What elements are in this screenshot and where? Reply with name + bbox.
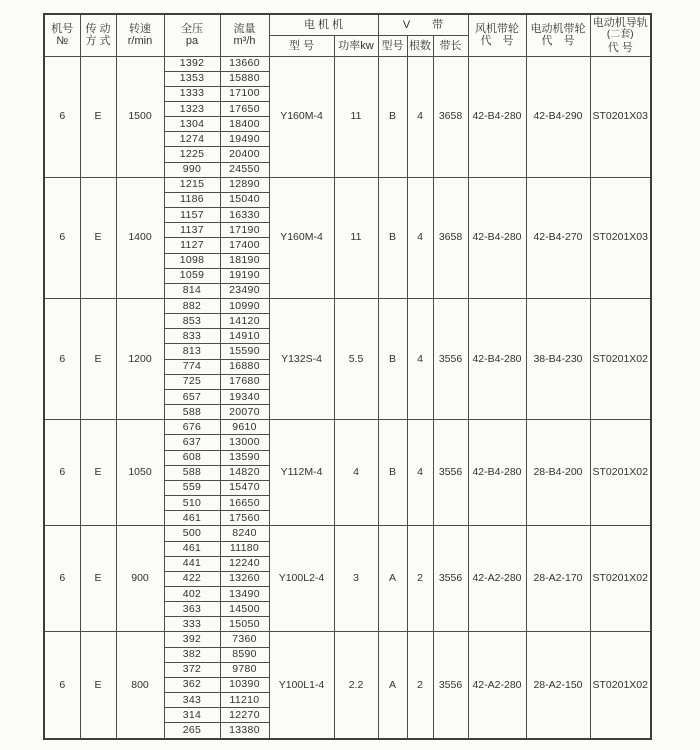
cell-flow: 19340 [220,389,269,404]
cell-speed: 1500 [116,56,164,177]
cell-pressure: 833 [164,329,220,344]
cell-belt-model: B [378,177,407,298]
cell-machine-no: 6 [44,526,80,632]
table-row [44,56,651,71]
cell-machine-no: 6 [44,56,80,177]
cell-motor-model: Y112M-4 [269,420,334,526]
col-header-motor-model: 型 号 [269,35,334,56]
cell-flow: 17650 [220,101,269,116]
cell-motor-power: 2.2 [334,632,378,739]
cell-pressure: 1186 [164,192,220,207]
cell-pressure: 1215 [164,177,220,192]
cell-flow: 9610 [220,420,269,435]
table-row [44,632,651,647]
cell-belt-count: 4 [407,56,433,177]
cell-pressure: 1323 [164,101,220,116]
cell-pressure: 314 [164,708,220,723]
cell-fan-pulley-code: 42-B4-280 [468,56,526,177]
cell-flow: 10990 [220,299,269,314]
col-header-flow: 流量 m³/h [220,14,269,56]
cell-motor-rail-code: ST0201X02 [590,526,651,632]
cell-flow: 9780 [220,662,269,677]
cell-flow: 13660 [220,56,269,71]
cell-pressure: 392 [164,632,220,647]
cell-drive-mode: E [80,177,116,298]
cell-flow: 18190 [220,253,269,268]
cell-flow: 20070 [220,405,269,420]
cell-flow: 14500 [220,602,269,617]
cell-motor-power: 11 [334,177,378,298]
cell-fan-pulley-code: 42-B4-280 [468,177,526,298]
cell-pressure: 461 [164,541,220,556]
cell-motor-model: Y100L1-4 [269,632,334,739]
cell-pressure: 1353 [164,71,220,86]
cell-flow: 10390 [220,677,269,692]
cell-motor-pulley-code: 42-B4-270 [526,177,590,298]
fan-spec-table [43,13,652,740]
cell-flow: 17680 [220,374,269,389]
col-header-belt-model: 型号 [378,35,407,56]
cell-flow: 11210 [220,693,269,708]
cell-pressure: 725 [164,374,220,389]
cell-belt-model: B [378,299,407,420]
cell-pressure: 1137 [164,223,220,238]
cell-fan-pulley-code: 42-A2-280 [468,526,526,632]
cell-speed: 1400 [116,177,164,298]
cell-pressure: 1157 [164,208,220,223]
cell-flow: 8240 [220,526,269,541]
cell-belt-length: 3658 [433,56,468,177]
cell-pressure: 774 [164,359,220,374]
cell-belt-count: 2 [407,632,433,739]
cell-flow: 16330 [220,208,269,223]
cell-flow: 23490 [220,283,269,298]
cell-machine-no: 6 [44,420,80,526]
cell-motor-pulley-code: 28-A2-170 [526,526,590,632]
cell-motor-model: Y160M-4 [269,56,334,177]
table-row [44,177,651,192]
cell-flow: 13260 [220,571,269,586]
cell-pressure: 362 [164,677,220,692]
cell-flow: 14910 [220,329,269,344]
cell-belt-count: 4 [407,420,433,526]
cell-flow: 17190 [220,223,269,238]
col-header-motor-rail-code: 电动机导轨 (二套) 代 号 [590,14,651,56]
cell-pressure: 1392 [164,56,220,71]
cell-flow: 17560 [220,511,269,526]
cell-motor-rail-code: ST0201X02 [590,420,651,526]
cell-flow: 17100 [220,86,269,101]
col-header-belt-length: 带长 [433,35,468,56]
cell-motor-model: Y160M-4 [269,177,334,298]
cell-flow: 15880 [220,71,269,86]
cell-pressure: 990 [164,162,220,177]
cell-pressure: 813 [164,344,220,359]
cell-pressure: 265 [164,723,220,739]
cell-motor-pulley-code: 38-B4-230 [526,299,590,420]
cell-pressure: 500 [164,526,220,541]
cell-belt-count: 4 [407,299,433,420]
col-header-pressure: 全压 pa [164,14,220,56]
cell-motor-power: 4 [334,420,378,526]
cell-motor-power: 5.5 [334,299,378,420]
cell-belt-model: A [378,526,407,632]
col-header-fan-pulley-code: 风机带轮 代 号 [468,14,526,56]
cell-motor-power: 11 [334,56,378,177]
cell-motor-rail-code: ST0201X02 [590,632,651,739]
col-header-motor-pulley-code: 电动机带轮 代 号 [526,14,590,56]
cell-pressure: 853 [164,314,220,329]
cell-belt-model: B [378,420,407,526]
cell-motor-pulley-code: 28-A2-150 [526,632,590,739]
cell-pressure: 588 [164,465,220,480]
cell-belt-model: A [378,632,407,739]
cell-flow: 18400 [220,117,269,132]
cell-flow: 14820 [220,465,269,480]
cell-pressure: 657 [164,389,220,404]
cell-flow: 24550 [220,162,269,177]
col-header-motor-group: 电 机 机 [269,14,378,35]
cell-flow: 15040 [220,192,269,207]
cell-pressure: 333 [164,617,220,632]
col-header-motor-power: 功率kw [334,35,378,56]
cell-belt-length: 3556 [433,526,468,632]
cell-belt-length: 3556 [433,420,468,526]
cell-flow: 12270 [220,708,269,723]
cell-pressure: 1333 [164,86,220,101]
cell-pressure: 372 [164,662,220,677]
cell-speed: 1200 [116,299,164,420]
cell-flow: 19490 [220,132,269,147]
cell-flow: 8590 [220,647,269,662]
cell-drive-mode: E [80,526,116,632]
cell-flow: 15590 [220,344,269,359]
cell-flow: 20400 [220,147,269,162]
cell-flow: 15050 [220,617,269,632]
col-header-drive-mode: 传 动 方 式 [80,14,116,56]
cell-pressure: 1059 [164,268,220,283]
col-header-vbelt-group: V 带 [378,14,468,35]
cell-belt-length: 3658 [433,177,468,298]
cell-pressure: 422 [164,571,220,586]
cell-belt-model: B [378,56,407,177]
cell-fan-pulley-code: 42-B4-280 [468,299,526,420]
cell-pressure: 588 [164,405,220,420]
cell-fan-pulley-code: 42-A2-280 [468,632,526,739]
cell-pressure: 382 [164,647,220,662]
cell-pressure: 510 [164,496,220,511]
cell-machine-no: 6 [44,632,80,739]
cell-fan-pulley-code: 42-B4-280 [468,420,526,526]
cell-motor-model: Y132S-4 [269,299,334,420]
cell-motor-pulley-code: 42-B4-290 [526,56,590,177]
cell-pressure: 1274 [164,132,220,147]
cell-flow: 13490 [220,586,269,601]
cell-belt-count: 4 [407,177,433,298]
cell-drive-mode: E [80,299,116,420]
table-header [44,14,651,56]
cell-belt-length: 3556 [433,632,468,739]
cell-machine-no: 6 [44,177,80,298]
cell-pressure: 814 [164,283,220,298]
cell-flow: 12240 [220,556,269,571]
cell-motor-rail-code: ST0201X02 [590,299,651,420]
cell-pressure: 882 [164,299,220,314]
cell-drive-mode: E [80,56,116,177]
col-header-speed: 转速 r/min [116,14,164,56]
cell-pressure: 1127 [164,238,220,253]
cell-flow: 14120 [220,314,269,329]
cell-flow: 13380 [220,723,269,739]
cell-flow: 15470 [220,480,269,495]
cell-flow: 16650 [220,496,269,511]
cell-flow: 19190 [220,268,269,283]
cell-pressure: 637 [164,435,220,450]
cell-speed: 1050 [116,420,164,526]
cell-flow: 13590 [220,450,269,465]
cell-flow: 7360 [220,632,269,647]
table-row [44,299,651,314]
col-header-machine-no: 机号 № [44,14,80,56]
cell-drive-mode: E [80,420,116,526]
cell-motor-rail-code: ST0201X03 [590,177,651,298]
cell-motor-model: Y100L2-4 [269,526,334,632]
cell-machine-no: 6 [44,299,80,420]
cell-drive-mode: E [80,632,116,739]
cell-flow: 12890 [220,177,269,192]
cell-motor-power: 3 [334,526,378,632]
cell-pressure: 608 [164,450,220,465]
cell-belt-length: 3556 [433,299,468,420]
cell-pressure: 1098 [164,253,220,268]
cell-pressure: 461 [164,511,220,526]
cell-pressure: 1304 [164,117,220,132]
cell-speed: 900 [116,526,164,632]
cell-motor-rail-code: ST0201X03 [590,56,651,177]
cell-pressure: 402 [164,586,220,601]
cell-belt-count: 2 [407,526,433,632]
table-row [44,526,651,541]
cell-pressure: 343 [164,693,220,708]
table-row [44,420,651,435]
cell-flow: 11180 [220,541,269,556]
cell-flow: 17400 [220,238,269,253]
cell-pressure: 559 [164,480,220,495]
cell-pressure: 363 [164,602,220,617]
cell-pressure: 441 [164,556,220,571]
cell-pressure: 1225 [164,147,220,162]
cell-pressure: 676 [164,420,220,435]
cell-motor-pulley-code: 28-B4-200 [526,420,590,526]
col-header-belt-count: 根数 [407,35,433,56]
cell-flow: 13000 [220,435,269,450]
cell-flow: 16880 [220,359,269,374]
cell-speed: 800 [116,632,164,739]
table-body [44,56,651,739]
